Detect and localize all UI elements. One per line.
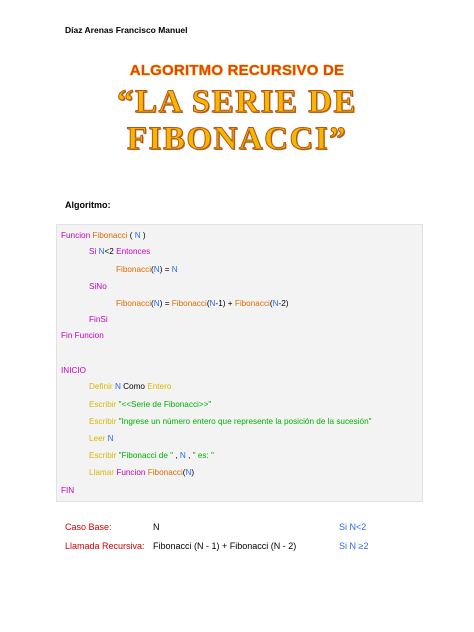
title-line-2: “LA SERIE DE	[117, 84, 357, 120]
code-token: INICIO	[61, 366, 87, 375]
code-token: <2	[104, 247, 117, 256]
code-line	[89, 400, 211, 409]
code-token: (	[151, 265, 154, 274]
code-line	[89, 247, 150, 256]
code-token: Escribir	[89, 400, 119, 409]
code-line	[89, 451, 214, 460]
code-line	[61, 331, 104, 340]
code-line	[89, 282, 107, 291]
code-token: "Fibonacci de "	[118, 451, 174, 460]
code-token: Funcion	[61, 231, 93, 240]
code-token: Escribir	[89, 451, 119, 460]
code-token: Fibonacci	[92, 231, 128, 240]
footer-label: Llamada Recursiva:	[65, 541, 145, 551]
code-token: N	[185, 468, 192, 477]
footer-expression: N	[153, 522, 160, 532]
code-token: SiNo	[89, 282, 107, 291]
code-token: "Ingrese un número entero que represente la posición de la sucesión"	[118, 417, 372, 426]
code-token: -1) +	[215, 299, 235, 308]
code-token: " es: "	[192, 451, 214, 460]
code-token: N	[179, 451, 186, 460]
code-line	[89, 417, 372, 426]
code-token: (	[206, 299, 210, 308]
code-token: Funcion	[116, 468, 148, 477]
code-line	[116, 265, 178, 274]
code-token: (	[269, 299, 273, 308]
footer-label: Caso Base:	[65, 522, 112, 532]
code-token: N	[134, 231, 141, 240]
code-token: N	[98, 247, 105, 256]
author-name: Díaz Arenas Francisco Manuel	[65, 25, 188, 35]
code-token: ,	[185, 451, 193, 460]
code-token: -2)	[278, 299, 289, 308]
code-line	[89, 315, 108, 324]
code-line	[61, 486, 74, 495]
code-token: FIN	[61, 486, 75, 495]
code-token: Fibonacci	[234, 299, 270, 308]
code-token: N	[209, 299, 216, 308]
code-token: "<<Serie de Fibonacci>>"	[118, 400, 212, 409]
code-token: Escribir	[89, 417, 119, 426]
code-token: Fibonacci	[171, 299, 207, 308]
code-token: N	[171, 265, 178, 274]
code-token: Fibonacci	[116, 265, 152, 274]
code-token: ) =	[159, 265, 172, 274]
title-line-3: FIBONACCI”	[126, 121, 348, 157]
code-token: ) =	[159, 299, 172, 308]
code-line	[116, 299, 289, 308]
code-token: FinSi	[89, 315, 108, 324]
code-token: )	[191, 468, 195, 477]
code-token: Fibonacci	[147, 468, 183, 477]
footer-condition: Si N<2	[339, 522, 367, 532]
code-token: Fibonacci	[116, 299, 152, 308]
code-token: N	[272, 299, 279, 308]
code-token: ,	[173, 451, 180, 460]
code-line	[89, 434, 114, 443]
code-token: N	[153, 265, 160, 274]
code-token: Llamar	[89, 468, 117, 477]
code-token: (	[182, 468, 186, 477]
code-line	[89, 468, 194, 477]
code-token: N	[153, 299, 160, 308]
code-token: Definir	[89, 382, 115, 391]
code-token: Si	[89, 247, 99, 256]
footer-condition: Si N ≥2	[339, 541, 369, 551]
code-token: (	[127, 231, 135, 240]
footer-expression: Fibonacci (N - 1) + Fibonacci (N - 2)	[153, 541, 297, 551]
code-line	[61, 231, 146, 240]
code-token: Fin Funcion	[61, 331, 104, 340]
code-line	[89, 382, 171, 391]
code-token: Leer	[89, 434, 108, 443]
title-line-1: ALGORITMO RECURSIVO DE	[129, 62, 345, 79]
code-token: Entero	[147, 382, 172, 391]
code-token: N	[114, 382, 121, 391]
code-token: )	[140, 231, 146, 240]
code-token: N	[107, 434, 114, 443]
algorithm-label: Algoritmo:	[65, 200, 111, 210]
code-token: (	[151, 299, 154, 308]
code-token: Entonces	[116, 247, 151, 256]
code-block	[56, 224, 423, 502]
code-token: Como	[120, 382, 148, 391]
code-line	[61, 366, 86, 375]
